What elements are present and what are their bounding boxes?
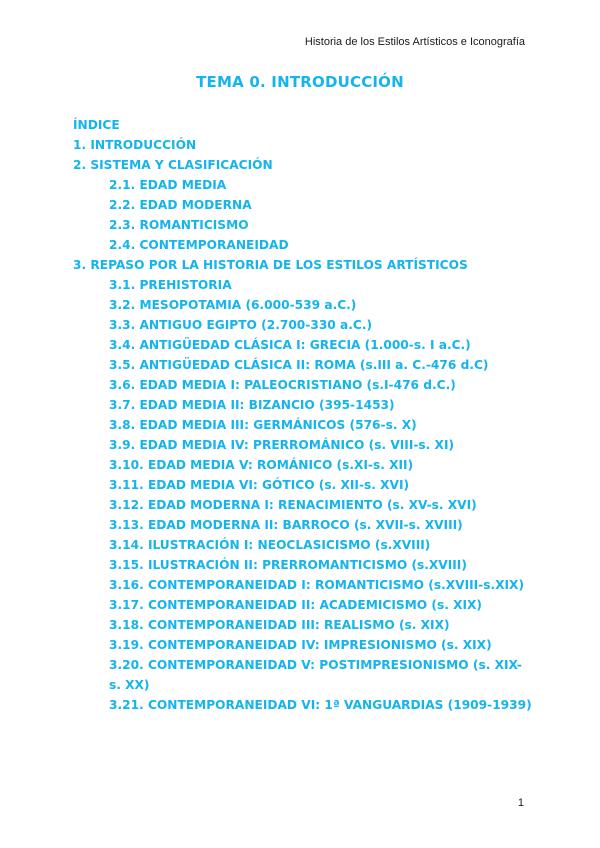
toc-item-3-14[interactable]: 3.14. ILUSTRACIÓN I: NEOCLASICISMO (s.XVIII) [109, 538, 431, 552]
toc-item-3-20[interactable]: 3.20. CONTEMPORANEIDAD V: POSTIMPRESIONISMO (s. XIX-s. XX) [109, 658, 522, 692]
toc-item-3-18[interactable]: 3.18. CONTEMPORANEIDAD III: REALISMO (s. XIX) [109, 618, 450, 632]
toc-item-3-8[interactable]: 3.8. EDAD MEDIA III: GERMÁNICOS (576-s. X) [109, 418, 417, 432]
toc-item-3-10[interactable]: 3.10. EDAD MEDIA V: ROMÁNICO (s.XI-s. XII) [109, 458, 414, 472]
toc-item-2-4[interactable]: 2.4. CONTEMPORANEIDAD [109, 238, 289, 252]
toc-item-3-7[interactable]: 3.7. EDAD MEDIA II: BIZANCIO (395-1453) [109, 398, 395, 412]
page-number: 1 [517, 797, 524, 809]
toc-item-3[interactable]: 3. REPASO POR LA HISTORIA DE LOS ESTILOS ARTÍSTICOS [73, 258, 468, 272]
page-title: TEMA 0. INTRODUCCIÓN [196, 73, 404, 91]
toc-item-3-12[interactable]: 3.12. EDAD MODERNA I: RENACIMIENTO (s. XV-s. XVI) [109, 498, 477, 512]
toc-item-3-21[interactable]: 3.21. CONTEMPORANEIDAD VI: 1ª VANGUARDIAS (1909-1939) [109, 698, 532, 712]
toc-item-3-3[interactable]: 3.3. ANTIGUO EGIPTO (2.700-330 a.C.) [109, 318, 373, 332]
toc-item-2[interactable]: 2. SISTEMA Y CLASIFICACIÓN [73, 158, 273, 172]
toc-item-3-5[interactable]: 3.5. ANTIGÜEDAD CLÁSICA II: ROMA (s.III a. C.-476 d.C) [109, 358, 489, 372]
toc-item-3-16[interactable]: 3.16. CONTEMPORANEIDAD I: ROMANTICISMO (s.XVIII-s.XIX) [109, 578, 525, 592]
toc-item-3-6[interactable]: 3.6. EDAD MEDIA I: PALEOCRISTIANO (s.I-476 d.C.) [109, 378, 456, 392]
toc-item-1[interactable]: 1. INTRODUCCIÓN [73, 138, 197, 152]
toc-item-3-13[interactable]: 3.13. EDAD MODERNA II: BARROCO (s. XVII-s. XVIII) [109, 518, 463, 532]
toc-heading: ÍNDICE [73, 118, 120, 132]
toc-item-3-2[interactable]: 3.2. MESOPOTAMIA (6.000-539 a.C.) [109, 298, 357, 312]
toc-item-3-4[interactable]: 3.4. ANTIGÜEDAD CLÁSICA I: GRECIA (1.000-s. I a.C.) [109, 338, 471, 352]
toc-item-2-2[interactable]: 2.2. EDAD MODERNA [109, 198, 252, 212]
toc-item-2-1[interactable]: 2.1. EDAD MEDIA [109, 178, 227, 192]
running-header: Historia de los Estilos Artísticos e Iconografía [304, 36, 525, 48]
table-of-contents [73, 115, 533, 715]
toc-item-3-19[interactable]: 3.19. CONTEMPORANEIDAD IV: IMPRESIONISMO (s. XIX) [109, 638, 492, 652]
toc-item-3-11[interactable]: 3.11. EDAD MEDIA VI: GÓTICO (s. XII-s. XVI) [109, 478, 410, 492]
toc-item-3-1[interactable]: 3.1. PREHISTORIA [109, 278, 232, 292]
toc-item-3-17[interactable]: 3.17. CONTEMPORANEIDAD II: ACADEMICISMO (s. XIX) [109, 598, 482, 612]
toc-item-2-3[interactable]: 2.3. ROMANTICISMO [109, 218, 249, 232]
toc-item-3-15[interactable]: 3.15. ILUSTRACIÓN II: PRERROMANTICISMO (s.XVIII) [109, 558, 467, 572]
toc-item-3-9[interactable]: 3.9. EDAD MEDIA IV: PRERROMÁNICO (s. VIII-s. XI) [109, 438, 455, 452]
